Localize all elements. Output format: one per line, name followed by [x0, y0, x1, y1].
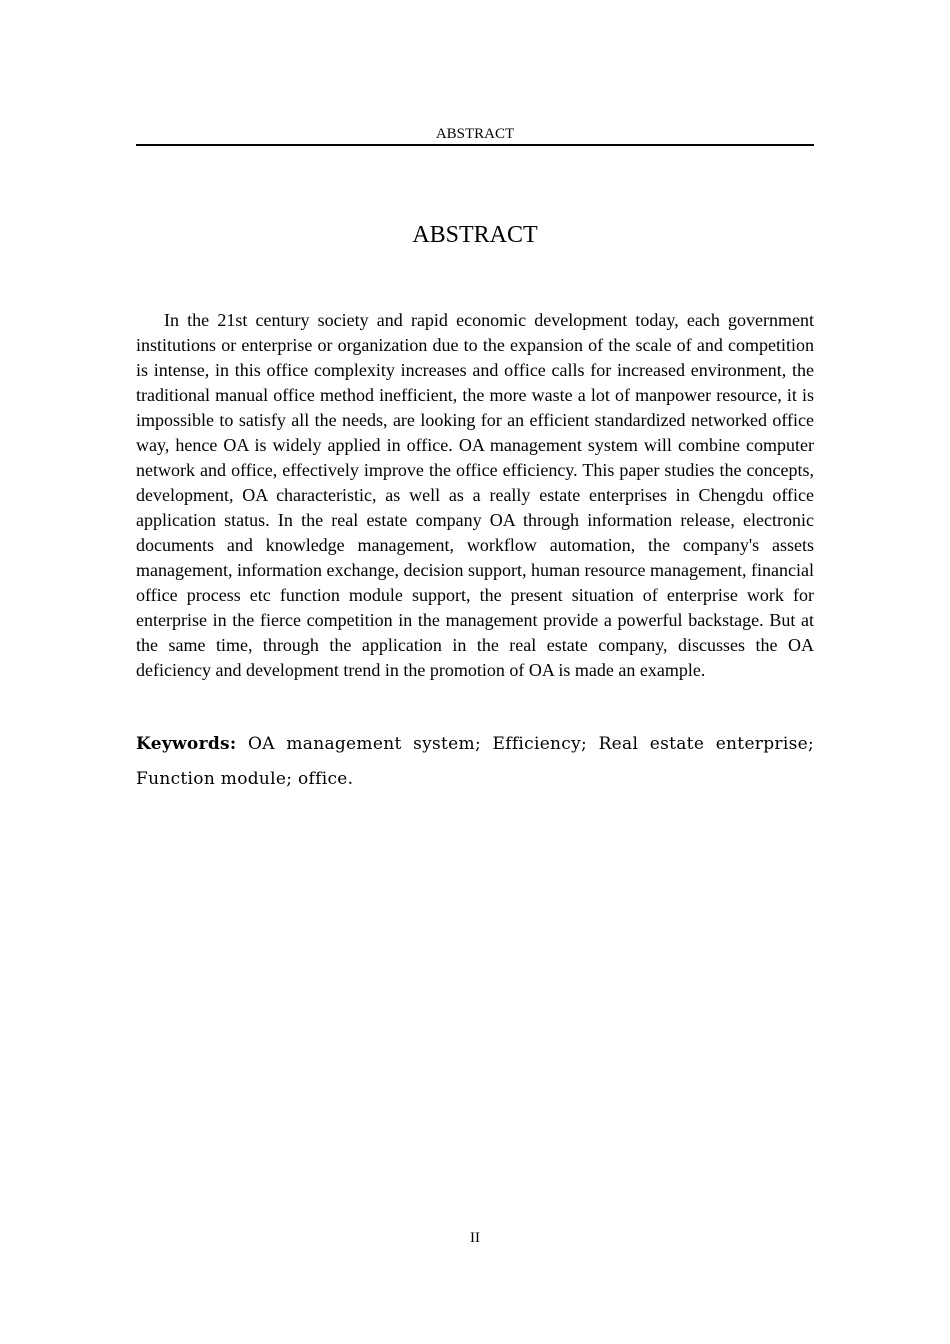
keywords-label: Keywords: — [136, 734, 237, 754]
page-number: II — [470, 1230, 480, 1246]
running-header: ABSTRACT — [435, 126, 515, 142]
header-rule — [136, 144, 814, 146]
abstract-body: In the 21st century society and rapid economic development today, each government institutions or enterprise or organization due to the expansion of the scale of and competition is intense, in this office complexity increases and office calls for increased environment, the traditional manual office method inefficient, the more waste a lot of manpower resource, it is impossible to satisfy all the needs, are looking for an efficient standardized networked office way, hence OA is widely applied in office. OA management system will combine computer network and office, effectively improve the office efficiency. This paper studies the concepts, development, OA characteristic, as well as a really estate enterprises in Chengdu office application status. In the real estate company OA through information release, electronic documents and knowledge management, workflow automation, the company's assets management, information exchange, decision support, human resource management, financial office process etc function module support, the present situation of enterprise work for enterprise in the fierce competition in the management provide a powerful backstage. But at the same time, through the application in the real estate company, discusses the OA deficiency and development trend in the promotion of OA is made an example. — [136, 310, 814, 680]
keywords-paragraph — [136, 727, 814, 797]
keywords-text: OA management system; Efficiency; Real estate enterprise; Function module; office. — [136, 734, 814, 789]
page-title: ABSTRACT — [412, 222, 538, 248]
